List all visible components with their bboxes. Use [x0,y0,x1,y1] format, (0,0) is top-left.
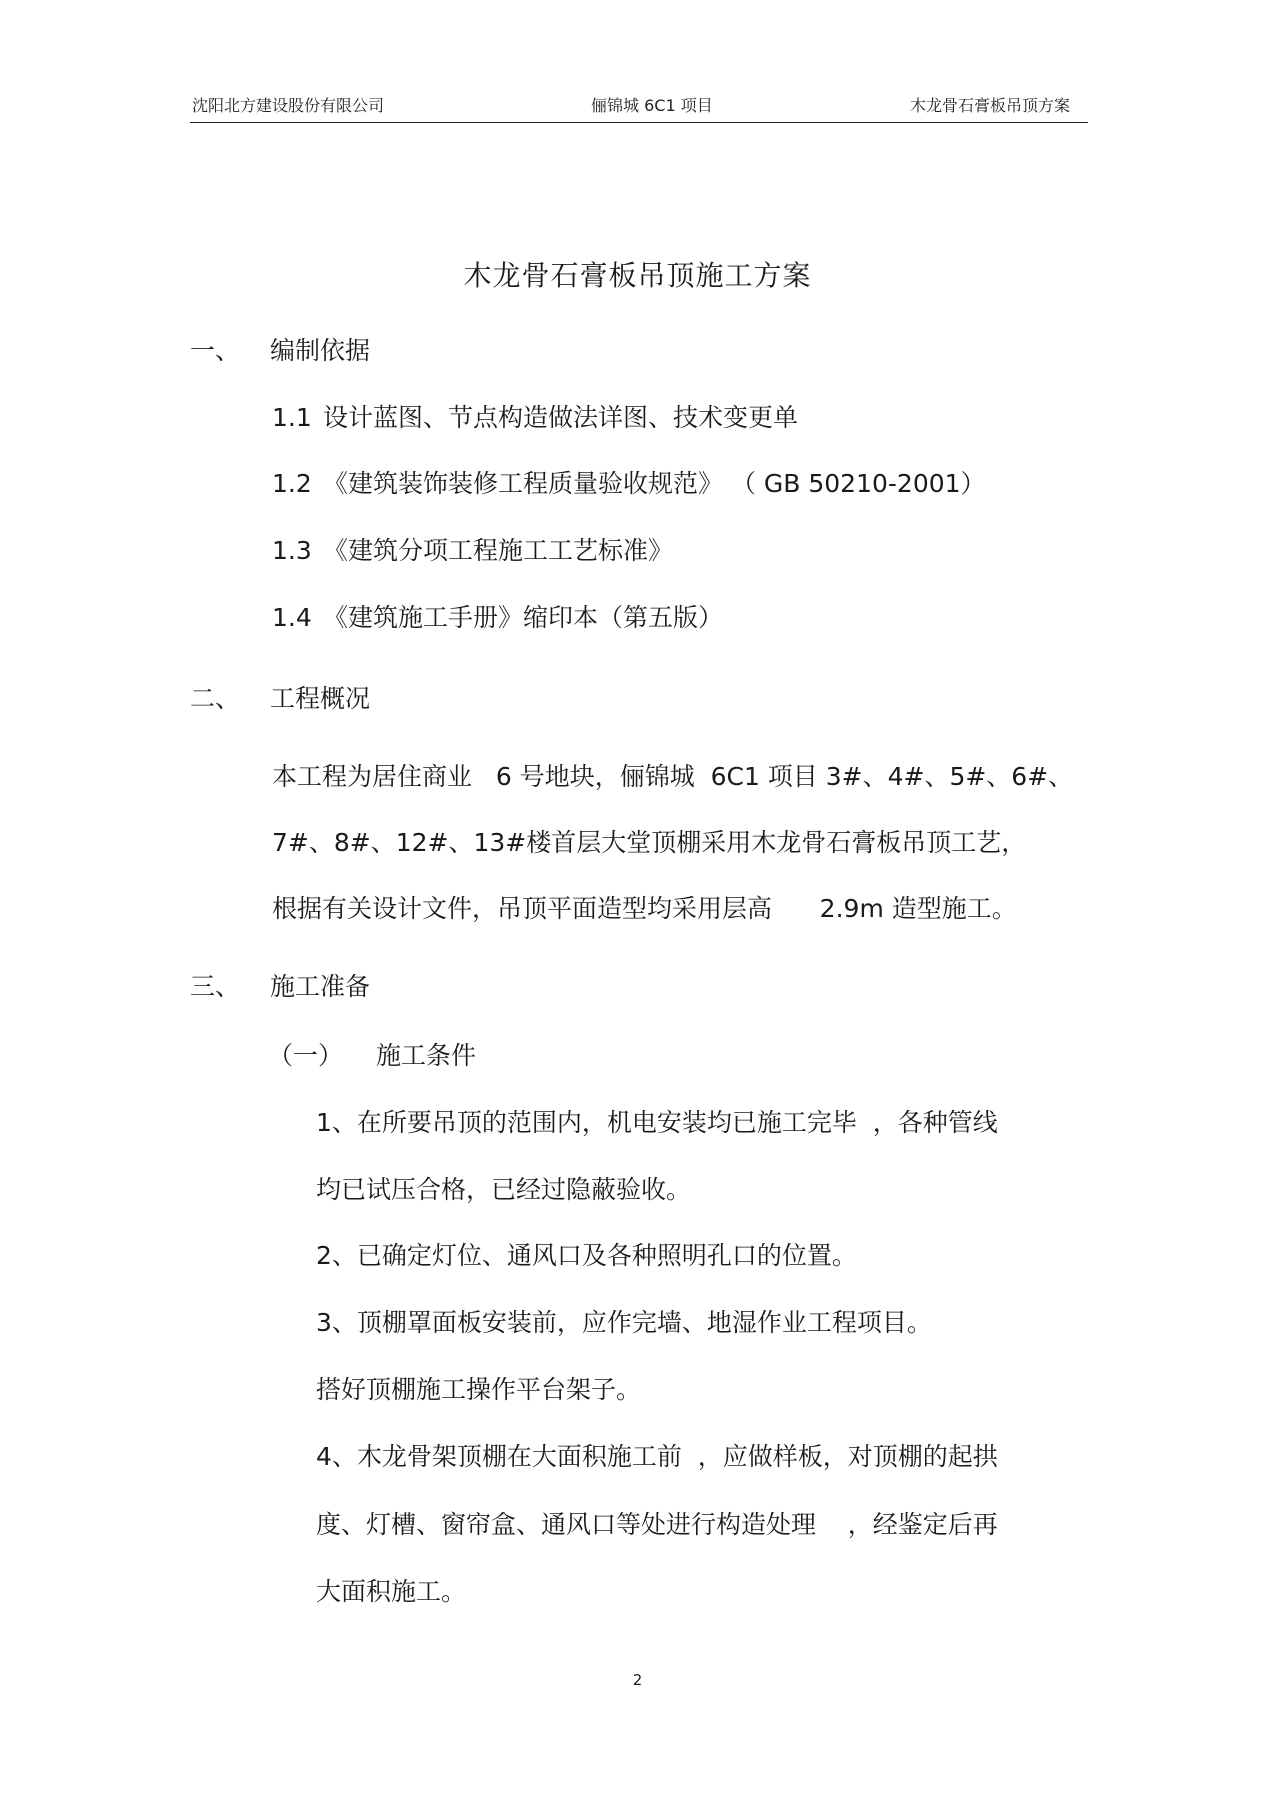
condition-line-4: 3、顶棚罩面板安装前，应作完墙、地湿作业工程项目。 [316,1308,932,1337]
condition-line-5: 搭好顶棚施工操作平台架子。 [316,1375,642,1404]
condition-line-1: 1、在所要吊顶的范围内，机电安装均已施工完毕 ，各种管线 [316,1108,998,1137]
condition-line-6: 4、木龙骨架顶棚在大面积施工前 ，应做样板，对顶棚的起拱 [316,1442,998,1471]
header-project: 俪锦城 6C1 项目 [591,96,713,115]
section-1-heading: 编制依据 [270,336,371,365]
ref-item-2-text: 《建筑装饰装修工程质量验收规范》 （ GB 50210-2001） [323,469,986,498]
header-rule [190,122,1088,123]
header-company: 沈阳北方建设股份有限公司 [192,96,385,115]
section-3-number: 三、 [190,972,241,1001]
condition-line-7: 度、灯槽、窗帘盒、通风口等处进行构造处理 ，经鉴定后再 [316,1510,998,1539]
overview-line-1: 本工程为居住商业 6 号地块，俪锦城 6C1 项目 3#、4#、5#、6#、 [272,762,1074,791]
condition-line-2: 均已试压合格，已经过隐蔽验收。 [316,1175,692,1204]
overview-line-3: 根据有关设计文件，吊顶平面造型均采用层高 2.9m 造型施工。 [272,894,1017,923]
ref-item-2-number: 1.2 [272,469,312,498]
ref-item-4-text: 《建筑施工手册》缩印本（第五版） [323,603,724,632]
overview-line-2: 7#、8#、12#、13#楼首层大堂顶棚采用木龙骨石膏板吊顶工艺， [272,828,1027,857]
document-title: 木龙骨石膏板吊顶施工方案 [463,259,812,292]
subsection-1-heading: 施工条件 [376,1041,477,1070]
ref-item-4-number: 1.4 [272,603,312,632]
ref-item-3-text: 《建筑分项工程施工工艺标准》 [323,536,674,565]
section-1-number: 一、 [190,336,241,365]
section-2-heading: 工程概况 [270,684,371,713]
ref-item-3-number: 1.3 [272,536,312,565]
section-2-number: 二、 [190,684,241,713]
ref-item-1-text: 设计蓝图、节点构造做法详图、技术变更单 [323,403,799,432]
section-3-heading: 施工准备 [270,972,371,1001]
condition-line-3: 2、已确定灯位、通风口及各种照明孔口的位置。 [316,1241,857,1270]
page-number: 2 [632,1671,643,1689]
header-doc-name: 木龙骨石膏板吊顶方案 [909,96,1070,115]
condition-line-8: 大面积施工。 [316,1577,467,1606]
subsection-1-number: （一） [268,1041,344,1070]
ref-item-1-number: 1.1 [272,403,312,432]
